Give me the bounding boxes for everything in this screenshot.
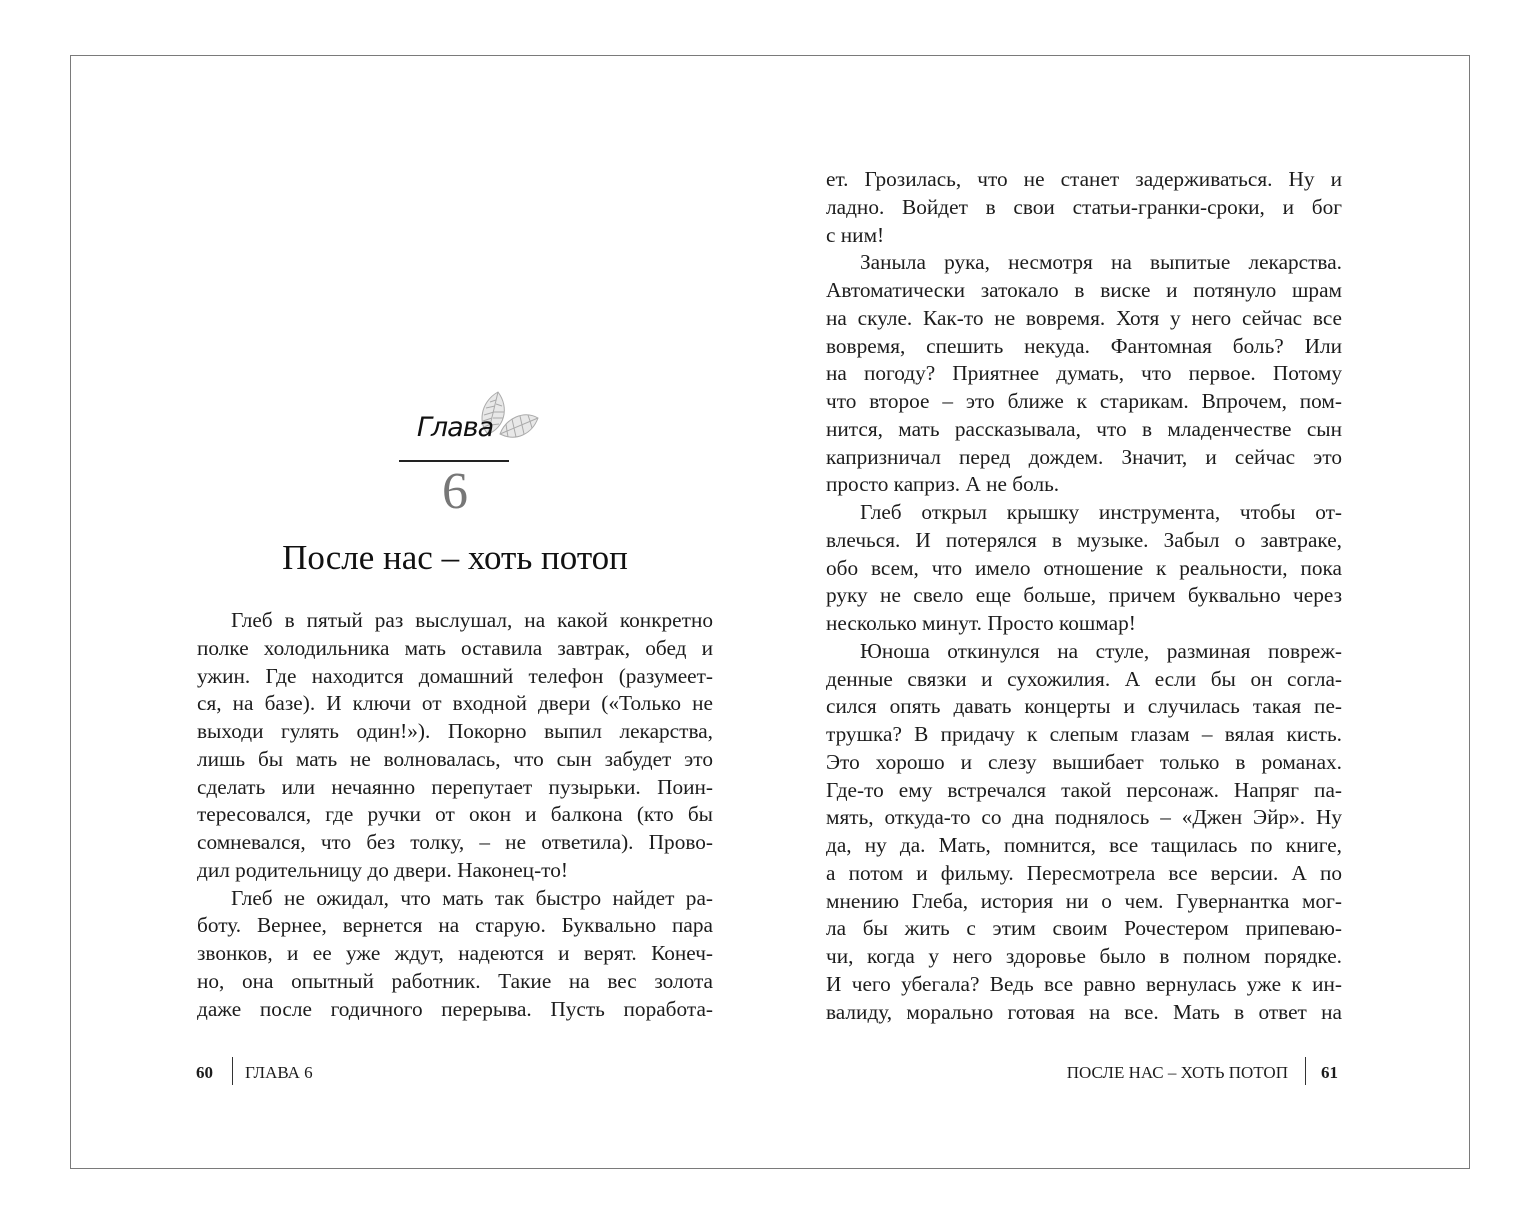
text-line: несколько минут. Просто кошмар!	[826, 611, 1136, 635]
text-line: трушка? В придачу к слепым глазам – вялая кисть.	[826, 722, 1342, 746]
text-line: сделать или нечаянно перепутает пузырьки. Поин-	[197, 774, 713, 799]
text-line: чи, когда у него здоровье было в полном порядке.	[826, 944, 1342, 968]
text-line: Глеб открыл крышку инструмента, чтобы от-	[860, 500, 1342, 524]
text-line: дил родительницу до двери. Наконец-то!	[197, 857, 568, 882]
text-line: Глеб не ожидал, что мать так быстро найдет ра-	[231, 885, 713, 910]
text-line: да, ну да. Мать, помнится, все тащилась по книге,	[826, 833, 1342, 857]
text-line: но, она опытный работник. Такие на вес золота	[197, 968, 713, 993]
text-line: мнению Глеба, история ни о чем. Гувернантка мог-	[826, 888, 1342, 913]
text-line: сился опять давать концерты и случилась такая пе-	[826, 694, 1342, 719]
text-line: Юноша откинулся на стуле, разминая повреж-	[860, 638, 1342, 663]
footer-divider	[1305, 1057, 1306, 1085]
text-line: ужин. Где находится домашний телефон (разумеет-	[197, 663, 713, 688]
text-line: даже после годичного перерыва. Пусть поработа-	[197, 996, 713, 1021]
text-line: мять, откуда-то со дна поднялось – «Джен Эйр». Ну	[826, 805, 1342, 830]
text-line: с ним!	[826, 222, 885, 247]
footer-divider	[232, 1057, 233, 1085]
text-line: Заныла рука, несмотря на выпитые лекарства.	[860, 250, 1342, 275]
text-line: а потом и фильму. Пересмотрела все версии. А по	[826, 860, 1342, 885]
chapter-label: Глава	[416, 412, 494, 443]
text-line: Это хорошо и слезу вышибает только в романах.	[826, 749, 1342, 774]
text-line: нится, мать рассказывала, что в младенчестве сын	[826, 416, 1342, 441]
text-line: что второе – это ближе к старикам. Впрочем, пом-	[826, 389, 1342, 413]
left-page-text	[197, 607, 713, 1023]
chapter-number: 6	[442, 463, 468, 520]
text-line: Где-то ему встречался такой персонаж. Напряг па-	[826, 777, 1342, 802]
left-running-head: ГЛАВА 6	[245, 1063, 313, 1082]
text-line: валиду, морально готовая на все. Мать в ответ на	[826, 999, 1342, 1024]
right-running-head: ПОСЛЕ НАС – ХОТЬ ПОТОП	[1066, 1063, 1288, 1082]
text-line: лишь бы мать не волновалась, что сын забудет это	[197, 746, 713, 771]
text-line: просто каприз. А не боль.	[826, 472, 1060, 497]
text-line: ла бы жить с этим своим Рочестером припеваю-	[826, 916, 1342, 941]
text-line: Автоматически затокало в виске и потянуло шрам	[826, 278, 1342, 302]
text-line: сомневался, что без толку, – не ответила). Прово-	[197, 830, 713, 854]
text-line: на погоду? Приятнее думать, что первое. Потому	[826, 361, 1342, 386]
text-line: выходи гулять один!»). Покорно выпил лекарства,	[197, 719, 713, 743]
text-line: тересовался, где ручки от окон и балкона (кто бы	[197, 802, 713, 827]
text-line: И чего убегала? Ведь все равно вернулась уже к ин-	[826, 971, 1342, 996]
text-line: Глеб в пятый раз выслушал, на какой конкретно	[231, 608, 713, 632]
text-line: денные связки и сухожилия. А если бы он согла-	[826, 666, 1342, 691]
text-line: ладно. Войдет в свои статьи-гранки-сроки, и бог	[826, 194, 1342, 219]
text-line: влечься. И потерялся в музыке. Забыл о завтраке,	[826, 527, 1342, 552]
text-line: на скуле. Как-то не вовремя. Хотя у него сейчас все	[826, 305, 1342, 330]
right-page-text	[826, 166, 1342, 1026]
text-line: звонков, и ее уже ждут, надеются и верят. Конеч-	[197, 941, 713, 965]
text-line: полке холодильника мать оставила завтрак, обед и	[197, 635, 713, 660]
text-line: ся, на базе). И ключи от входной двери («Только не	[197, 691, 713, 716]
text-line: боту. Вернее, вернется на старую. Буквально пара	[197, 913, 713, 938]
left-page-number: 60	[196, 1063, 213, 1082]
chapter-title: После нас – хоть потоп	[282, 538, 628, 577]
text-line: капризничал перед дождем. Значит, и сейчас это	[826, 444, 1342, 469]
text-line: руку не свело еще больше, причем буквально через	[826, 583, 1342, 608]
text-line: вовремя, спешить некуда. Фантомная боль? Или	[826, 333, 1342, 358]
text-line: обо всем, что имело отношение к реальности, пока	[826, 555, 1342, 580]
text-line: ет. Грозилась, что не станет задерживаться. Ну и	[826, 167, 1342, 191]
right-page-number: 61	[1321, 1063, 1338, 1082]
